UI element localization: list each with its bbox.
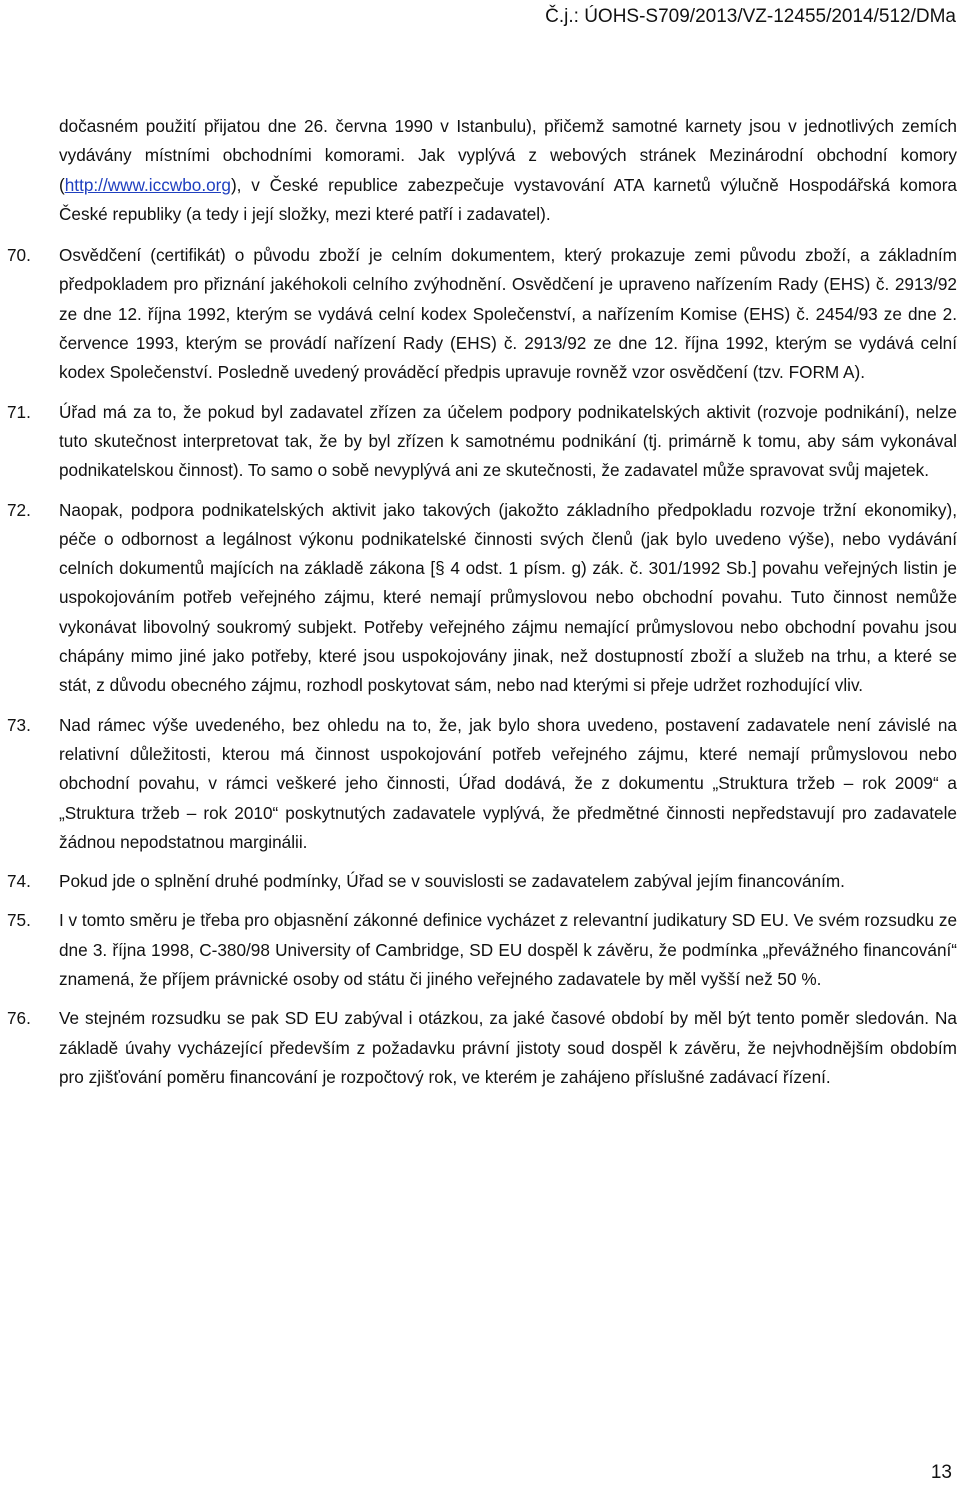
paragraph-text-after-link: ), v České republice zabezpečuje vystavování ATA karnetů výlučně Hospodářská komora České republiky (a tedy i její složky, mezi které patří i zadavatel).: [59, 174, 957, 224]
paragraph-71: [0, 398, 960, 486]
paragraph-73: [0, 711, 960, 857]
paragraph-number: 70.: [7, 245, 31, 266]
paragraph-text: Osvědčení (certifikát) o původu zboží je celním dokumentem, který prokazuje zemi původu zboží, a základním předpokladem pro přiznání jakéhokoli celního zvýhodnění. Osvědčení je upraveno nařízením Rady (EHS) č. 2913/92 ze dne 12. října 1992, kterým se vydává celní kodex Společenství, a nařízením Komise (EHS) č. 2454/93 ze dne 2. července 1993, kterým se provádí nařízení Rady (EHS) č. 2913/92 ze dne 12. října 1992, kterým se vydává celní kodex Společenství. Posledně uvedený prováděcí předpis upravuje rovněž vzor osvědčení (tzv. FORM A).: [59, 245, 957, 383]
paragraph-text: Naopak, podpora podnikatelských aktivit jako takových (jakožto základního předpokladu rozvoje tržní ekonomiky), péče o odbornost a legálnost výkonu podnikatelské činnosti svých členů (jak bylo uvedeno výše), nebo vydávání celních dokumentů majících na základě zákona [§ 4 odst. 1 písm. g) zák. č. 301/1992 Sb.] povahu veřejných listin je uspokojováním potřeb veřejného zájmu, které nemají průmyslovou nebo obchodní povahu. Tuto činnost nemůže vykonávat libovolný soukromý subjekt. Potřeby veřejného zájmu nemající průmyslovou nebo obchodní povahu jsou chápány mimo jiné jako potřeby, které jsou uspokojovány jinak, než dostupností zboží a služeb na trhu, a které se stát, z důvodu obecného zájmu, rozhodl poskytovat sám, nebo nad kterými si přeje udržet rozhodující vliv.: [59, 499, 957, 696]
paragraph-number: 75.: [7, 910, 31, 931]
paragraph-74: [0, 867, 960, 896]
paragraph-number: 72.: [7, 499, 31, 520]
paragraph-text: Ve stejném rozsudku se pak SD EU zabýval i otázkou, za jaké časové období by měl být tento poměr sledován. Na základě úvahy vycházející především z požadavku právní jistoty soud dospěl k závěru, že nejvhodnějším obdobím pro zjišťování poměru financování je rozpočtový rok, ve kterém je zahájeno příslušné zadávací řízení.: [59, 1008, 957, 1087]
paragraph-text: Nad rámec výše uvedeného, bez ohledu na to, že, jak bylo shora uvedeno, postavení zadavatele není závislé na relativní důležitosti, kterou má činnost uspokojování potřeb veřejného zájmu, které nemají průmyslovou nebo obchodní povahu, v rámci veškeré jeho činnosti, Úřad dodává, že z dokumentu „Struktura tržeb – rok 2009“ a „Struktura tržeb – rok 2010“ poskytnutých zadavatele vyplývá, že předmětné činnosti nepředstavují pro zadavatele žádnou nepodstatnou marginálii.: [59, 714, 957, 852]
paragraph-70: [0, 241, 960, 387]
paragraph-text: Pokud jde o splnění druhé podmínky, Úřad se v souvislosti se zadavatelem zabýval jejím financováním.: [59, 871, 845, 892]
document-body: [0, 112, 960, 1102]
document-reference: Č.j.: ÚOHS-S709/2013/VZ-12455/2014/512/DMa: [545, 6, 956, 27]
paragraph-75: [0, 906, 960, 994]
paragraph-text: Úřad má za to, že pokud byl zadavatel zřízen za účelem podpory podnikatelských aktivit (rozvoje podnikání), nelze tuto skutečnost interpretovat tak, že by byl zřízen k samotnému podnikání (tj. primárně k tomu, aby sám vykonával podnikatelskou činnost). To samo o sobě nevyplývá ani ze skutečnosti, že zadavatel může spravovat svůj majetek.: [59, 401, 957, 481]
paragraph-number: 76.: [7, 1008, 31, 1029]
paragraph-continuation: [0, 112, 960, 229]
paragraph-number: 74.: [7, 871, 31, 892]
page-number: 13: [930, 1462, 952, 1483]
paragraph-text-before-link: dočasném použití přijatou dne 26. června 1990 v Istanbulu), přičemž samotné karnety jsou v jednotlivých zemích vydávány místními obchodními komorami. Jak vyplývá z webových stránek Mezinárodní obchodní komory (: [59, 116, 957, 195]
paragraph-number: 71.: [7, 401, 31, 422]
paragraph-number: 73.: [7, 714, 31, 735]
paragraph-72: [0, 496, 960, 701]
paragraph-76: [0, 1004, 960, 1092]
paragraph-text: I v tomto směru je třeba pro objasnění zákonné definice vycházet z relevantní judikatury SD EU. Ve svém rozsudku ze dne 3. října 1998, C-380/98 University of Cambridge, SD EU dospěl k závěru, že podmínka „převážného financování“ znamená, že příjem právnické osoby od státu či jiného veřejného zadavatele by měl vyšší než 50 %.: [59, 910, 958, 990]
iccwbo-link[interactable]: http://www.iccwbo.org: [64, 174, 231, 195]
